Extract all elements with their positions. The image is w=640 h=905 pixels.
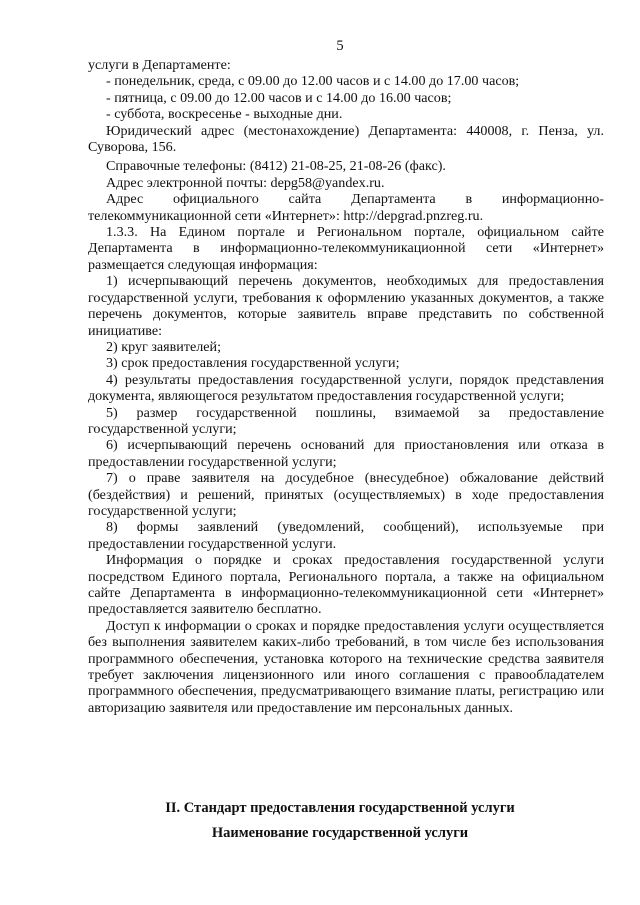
paragraph: - понедельник, среда, с 09.00 до 12.00 часов и с 14.00 до 17.00 часов; [106,73,520,90]
list-item: 7) о праве заявителя на досудебное (внесудебное) обжалование действий (бездействия) и решений, принятых (осуществляемых) в ходе предоставления государственной услуги; [88,470,604,519]
paragraph: - пятница, с 09.00 до 12.00 часов и с 14.00 до 16.00 часов; [106,89,452,106]
list-item: 2) круг заявителей; [106,338,221,355]
list-item: 3) срок предоставления государственной услуги; [106,355,400,372]
list-item: 6) исчерпывающий перечень оснований для приостановления или отказа в предоставлении государственной услуги; [88,437,604,470]
subsection-heading: Наименование государственной услуги [211,825,469,841]
paragraph: услуги в Департаменте: [88,57,231,73]
paragraph: Доступ к информации о сроках и порядке предоставления услуги осуществляется без выполнения заявителем каких-либо требований, в том числе без использования программного обеспечения, установка которого на технические средства заявителя требует заключения лицензионного или иного соглашения с правообладателем программного обеспечения, предусматривающего взимание платы, регистрацию или авторизацию заявителя или предоставление им персональных данных. [88,617,604,716]
paragraph: Справочные телефоны: (8412) 21-08-25, 21-08-26 (факс). [106,158,446,175]
section-heading: II. Стандарт предоставления государственной услуги [165,800,515,816]
list-item: 1) исчерпывающий перечень документов, необходимых для предоставления государственной услуги, требования к оформлению указанных документов, а также перечень документов, которые заявитель вправе представить по собственной инициативе: [88,273,604,339]
page-number: 5 [336,38,344,54]
list-item: 8) формы заявлений (уведомлений, сообщений), используемые при предоставлении государственной услуги. [88,519,604,552]
paragraph: - суббота, воскресенье - выходные дни. [106,106,343,123]
list-item: 5) размер государственной пошлины, взимаемой за предоставление государственной услуги; [88,404,604,437]
paragraph: Адрес официального сайта Департамента в информационно-телекоммуникационной сети «Интернет»: http://depgrad.pnzreg.ru. [88,191,604,224]
list-item: 4) результаты предоставления государственной услуги, порядок представления документа, являющегося результатом предоставления государственной услуги; [88,371,604,405]
paragraph: Юридический адрес (местонахождение) Департамента: 440008, г. Пенза, ул. Суворова, 156. [88,122,604,156]
paragraph: 1.3.3. На Едином портале и Региональном портале, официальном сайте Департамента в информационно-телекоммуникационной сети «Интернет» размещается следующая информация: [88,224,604,273]
document-body [88,57,604,716]
paragraph: Адрес электронной почты: depg58@yandex.ru. [106,174,385,191]
paragraph: Информация о порядке и сроках предоставления государственной услуги посредством Единого портала, Регионального портала, а также на официальном сайте Департамента в информационно-телекоммуникационной сети «Интернет» предоставляется заявителю бесплатно. [88,552,604,618]
